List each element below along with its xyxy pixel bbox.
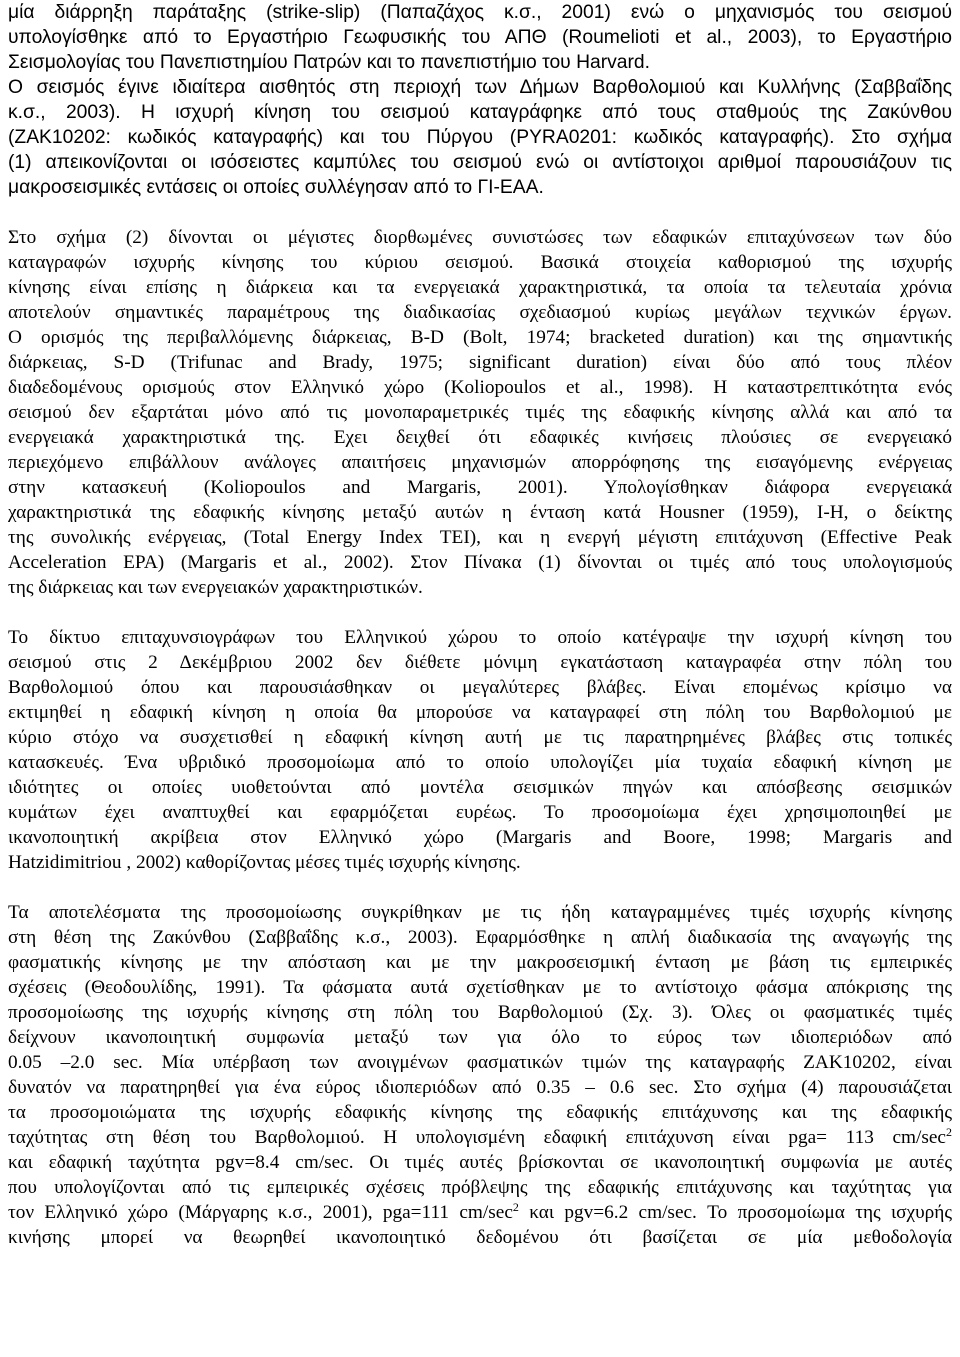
text-segment: ταχύτητας στη θέση του Βαρθολομιού. Η υπολογισμένη εδαφική επιτάχυνση είναι pga= 113 cm/sec [8, 1127, 946, 1148]
text-line: ικανοποιητική ακρίβεια στον Ελληνικό χώρο (Margaris and Boore, 1998; Margaris and [8, 827, 952, 848]
text-line: στη θέση της Ζακύνθου (Σαββαΐδης κ.σ., 2003). Εφαρμόσθηκε η απλή διαδικασία της αναγωγής της [8, 927, 952, 948]
text-line-with-superscript [8, 1200, 952, 1225]
text-segment: και pgv=6.2 cm/sec. Το προσομοίωμα της ισχυρής [518, 1202, 952, 1223]
text-line: δείχνουν ικανοποιητική συμφωνία μεταξύ των για όλο το εύρος των ιδιοπεριόδων από [8, 1027, 952, 1048]
text-line: φασματικής κίνησης με την απόσταση και με την μακροσεισμική ένταση με βάση τις εμπειρικές [8, 952, 952, 973]
text-segment: τον Ελληνικό χώρο (Μάργαρης κ.σ., 2001), pga=111 cm/sec [8, 1202, 513, 1223]
text-line: κατασκευές. Ένα υβριδικό προσομοίωμα από το οποίο υπολογίζει μία τυχαία εδαφική κίνηση με [8, 752, 952, 773]
paragraph-3 [8, 625, 952, 875]
text-line: περιεχόμενο επιβάλλουν ανάλογες απαιτήσεις μηχανισμών απορρόφησης της εισαγόμενης ενέργειας [8, 452, 952, 473]
text-line: αποτελούν σημαντικές παραμέτρους της διαδικασίας σχεδιασμού κυρίως μεγάλων τεχνικών έργων. [8, 302, 952, 323]
text-line: σεισμού στις 2 Δεκέμβριου 2002 δεν διέθετε μόνιμη εγκατάσταση καταγραφέα στην πόλη του [8, 652, 952, 673]
text-line: κινήσης μπορεί να θεωρηθεί ικανοποιητικό δεδομένου ότι βασίζεται σε μία μεθοδολογία [8, 1227, 952, 1248]
text-line: Βαρθολομιού όπου και παρουσιάσθηκαν οι μεγαλύτερες βλάβες. Είναι επομένως κρίσιμο να [8, 677, 952, 698]
text-line: κίνησης είναι επίσης η διάρκεια και τα ενεργειακά χαρακτηριστικά, τα οποία τα τελευταία χρόνια [8, 277, 952, 298]
text-line: τα προσομοιώματα της ισχυρής εδαφικής κίνησης της εδαφικής επιτάχυνσης και της εδαφικής [8, 1102, 952, 1123]
text-line: (ZAK10202: κωδικός καταγραφής) και του Πύργου (PYRA0201: κωδικός καταγραφής). Στο σχήμα [8, 127, 952, 148]
text-line: εκτιμηθεί η εδαφική κίνηση η οποία θα μπορούσε να καταγραφεί στη πόλη του Βαρθολομιού με [8, 702, 952, 723]
text-line: Acceleration EPA) (Margaris et al., 2002). Στον Πίνακα (1) δίνονται οι τιμές από τους υπολογισμούς [8, 552, 952, 573]
text-line: διαδεδομένους ορισμούς στον Ελληνικό χώρο (Koliopoulos et al., 1998). Η καταστρεπτικότητα ενός [8, 377, 952, 398]
paragraph-2 [8, 225, 952, 600]
text-line: μακροσεισμικές εντάσεις οι οποίες συλλέγησαν από το ΓΙ-ΕΑΑ. [8, 177, 544, 198]
text-line: και εδαφική ταχύτητα pgv=8.4 cm/sec. Οι τιμές αυτές βρίσκονται σε ικανοποιητική συμφωνία με αυτές [8, 1152, 952, 1173]
text-line: που υπολογίζονται από τις εμπειρικές σχέσεις πρόβλεψης της εδαφικής επιτάχυνσης και ταχύτητας για [8, 1177, 952, 1198]
text-line: Σεισμολογίας του Πανεπιστημίου Πατρών και το πανεπιστήμιο του Harvard. [8, 52, 651, 73]
text-line: ιδιότητες οι οποίες υιοθετούνται από μοντέλα σεισμικών πηγών και απόσβεσης σεισμικών [8, 777, 952, 798]
document-page [8, 0, 952, 1275]
text-line: προσομοίωσης της ισχυρής κίνησης στη πόλη του Βαρθολομιού (Σχ. 3). Όλες οι φασματικές τιμές [8, 1002, 952, 1023]
text-line: σχέσεις (Θεοδουλίδης, 1991). Τα φάσματα αυτά σχετίσθηκαν με το αντίστοιχο φάσμα απόκρισης της [8, 977, 952, 998]
text-line: Τα αποτελέσματα της προσομοίωσης συγκρίθηκαν με τις ήδη καταγραμμένες τιμές ισχυρής κίνησης [8, 902, 952, 923]
text-line: Hatzidimitriou , 2002) καθορίζοντας μέσες τιμές ισχυρής κίνησης. [8, 852, 521, 873]
text-line: 0.05 –2.0 sec. Μία υπέρβαση των ανοιγμένων φασματικών τιμών της καταγραφής ZAK10202, είναι [8, 1052, 952, 1073]
superscript: 2 [512, 1200, 519, 1214]
text-line: (1) απεικονίζονται οι ισόσειστες καμπύλες του σεισμού ενώ οι αντίστοιχοι αριθμοί παρουσιάζουν τις [8, 152, 952, 173]
text-line: κυμάτων έχει αναπτυχθεί και εφαρμόζεται ευρέως. Το προσομοίωμα έχει χρησιμοποιηθεί με [8, 802, 952, 823]
superscript: 2 [946, 1125, 952, 1139]
text-line: κ.σ., 2003). Η ισχυρή κίνηση του σεισμού καταγράφηκε από τους σταθμούς της Ζακύνθου [8, 102, 952, 123]
text-line: μία διάρρηξη παράταξης (strike-slip) (Παπαζάχος κ.σ., 2001) ενώ ο μηχανισμός του σεισμού [8, 2, 952, 23]
paragraph-1 [8, 0, 952, 200]
paragraph-4 [8, 900, 952, 1250]
text-line: κύριο στόχο να συσχετισθεί η εδαφική κίνηση αυτή με τις παρατηρημένες βλάβες στις τοπικές [8, 727, 952, 748]
text-line: Ο σεισμός έγινε ιδιαίτερα αισθητός στη περιοχή των Δήμων Βαρθολομιού και Κυλλήνης (Σαββαΐδης [8, 77, 952, 98]
text-line: χαρακτηριστικά της εδαφικής κίνησης μεταξύ αυτών η ένταση κατά Housner (1959), I-H, ο δείκτης [8, 502, 952, 523]
text-line: Το δίκτυο επιταχυνσιογράφων του Ελληνικού χώρου το οποίο κατέγραψε την ισχυρή κίνηση του [8, 627, 952, 648]
text-line: υπολογίσθηκε από το Εργαστήριο Γεωφυσικής του ΑΠΘ (Roumelioti et al., 2003), το Εργαστήριο [8, 27, 952, 48]
text-line: ενεργειακά χαρακτηριστικά της. Εχει δειχθεί ότι εδαφικές κινήσεις πλούσιες σε ενεργειακό [8, 427, 952, 448]
text-line: της συνολικής ενέργειας, (Total Energy Index TEI), και η ενεργή μέγιστη επιτάχυνση (Effective Peak [8, 527, 952, 548]
text-line-with-superscript [8, 1125, 952, 1150]
text-line: στην κατασκευή (Koliopoulos and Margaris, 2001). Υπολογίσθηκαν διάφορα ενεργειακά [8, 477, 952, 498]
text-line: σεισμού δεν εξαρτάται μόνο από τις μονοπαραμετρικές τιμές της εδαφικής κίνησης αλλά και από τα [8, 402, 952, 423]
text-line: καταγραφών ισχυρής κίνησης του κύριου σεισμού. Βασικά στοιχεία καθορισμού της ισχυρής [8, 252, 952, 273]
text-line: της διάρκειας και των ενεργειακών χαρακτηριστικών. [8, 577, 423, 598]
text-line: δυνατόν να παρατηρηθεί για ένα εύρος ιδιοπεριόδων από 0.35 – 0.6 sec. Στο σχήμα (4) παρουσιάζεται [8, 1077, 952, 1098]
text-line: διάρκειας, S-D (Trifunac and Brady, 1975; significant duration) είναι δύο από τους πλέον [8, 352, 952, 373]
text-line: Ο ορισμός της περιβαλλόμενης διάρκειας, B-D (Bolt, 1974; bracketed duration) και της σημαντικής [8, 327, 952, 348]
text-line: Στο σχήμα (2) δίνονται οι μέγιστες διορθωμένες συνιστώσες των εδαφικών επιταχύνσεων των δύο [8, 227, 952, 248]
